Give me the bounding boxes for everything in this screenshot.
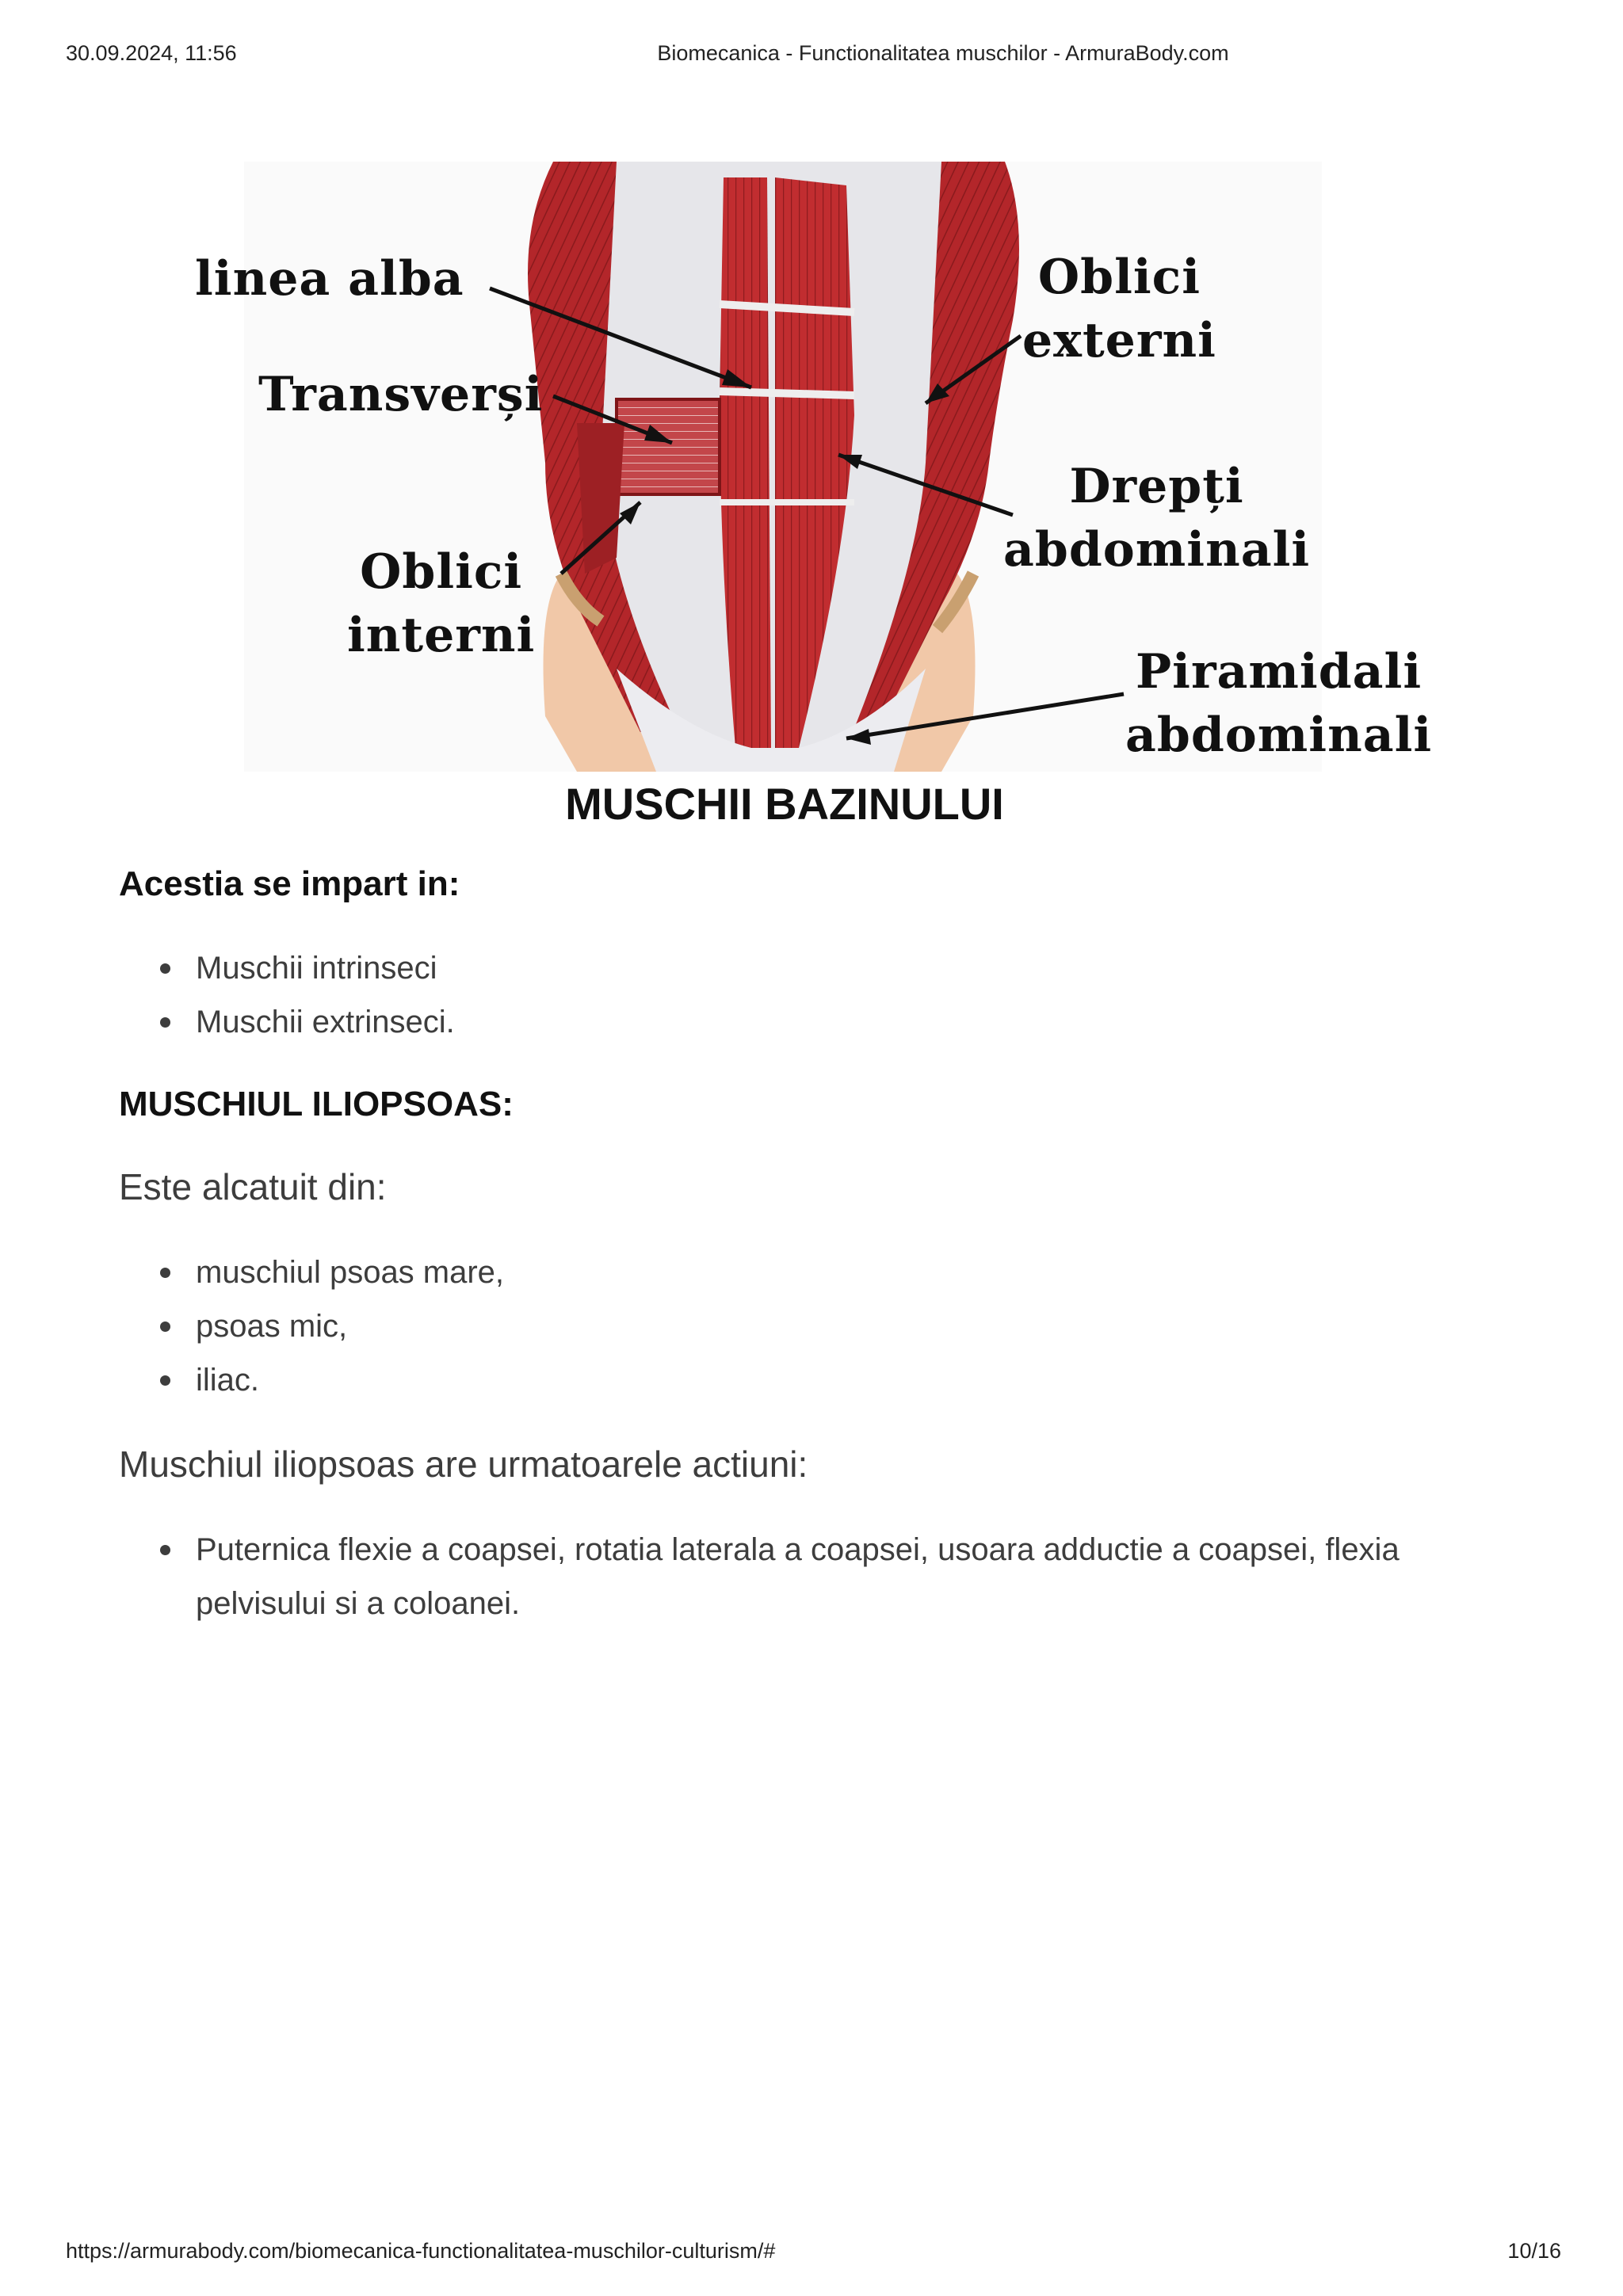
print-date: 30.09.2024, 11:56 [66, 41, 237, 65]
label-piramidali-abdominali: Piramidali abdominali [1125, 644, 1433, 763]
list-item: Muschii extrinseci. [196, 995, 1466, 1049]
page-number: 10/16 [1507, 2239, 1561, 2263]
tendinous-line [720, 391, 854, 395]
label-drepti-abdominali: Drepți abdominali [1003, 459, 1311, 578]
list-item: psoas mic, [196, 1299, 1466, 1353]
intro-heading: Acestia se impart in: [119, 864, 460, 903]
composition-list [119, 1245, 1466, 1407]
list-item: muschiul psoas mare, [196, 1245, 1466, 1299]
list-item: iliac. [196, 1353, 1466, 1407]
print-header [0, 41, 1623, 73]
abdominal-muscles-illustration [195, 162, 1433, 772]
actions-intro: Muschiul iliopsoas are urmatoarele actiuni: [119, 1444, 808, 1485]
article-content [119, 860, 1466, 1662]
composition-intro: Este alcatuit din: [119, 1166, 387, 1207]
list-item: Muschii intrinseci [196, 941, 1466, 995]
section-title: MUSCHII BAZINULUI [565, 779, 1004, 829]
label-oblici-interni: Oblici interni [347, 544, 536, 663]
label-linea-alba: linea alba [195, 251, 464, 307]
actions-list [119, 1523, 1466, 1630]
print-url: https://armurabody.com/biomecanica-functionalitatea-muschilor-culturism/# [66, 2239, 776, 2263]
label-oblici-externi: Oblici externi [1022, 250, 1216, 368]
transversus-muscle [617, 399, 720, 494]
iliopsoas-heading: MUSCHIUL ILIOPSOAS: [119, 1085, 514, 1123]
list-item: Puternica flexie a coapsei, rotatia laterala a coapsei, usoara adductie a coapsei, flexia pelvisului si a coloanei. [196, 1523, 1466, 1630]
muscle-groups-list [119, 941, 1466, 1049]
label-transversi: Transverși [258, 367, 544, 422]
print-page-title: Biomecanica - Functionalitatea muschilor - ArmuraBody.com [657, 41, 1229, 65]
